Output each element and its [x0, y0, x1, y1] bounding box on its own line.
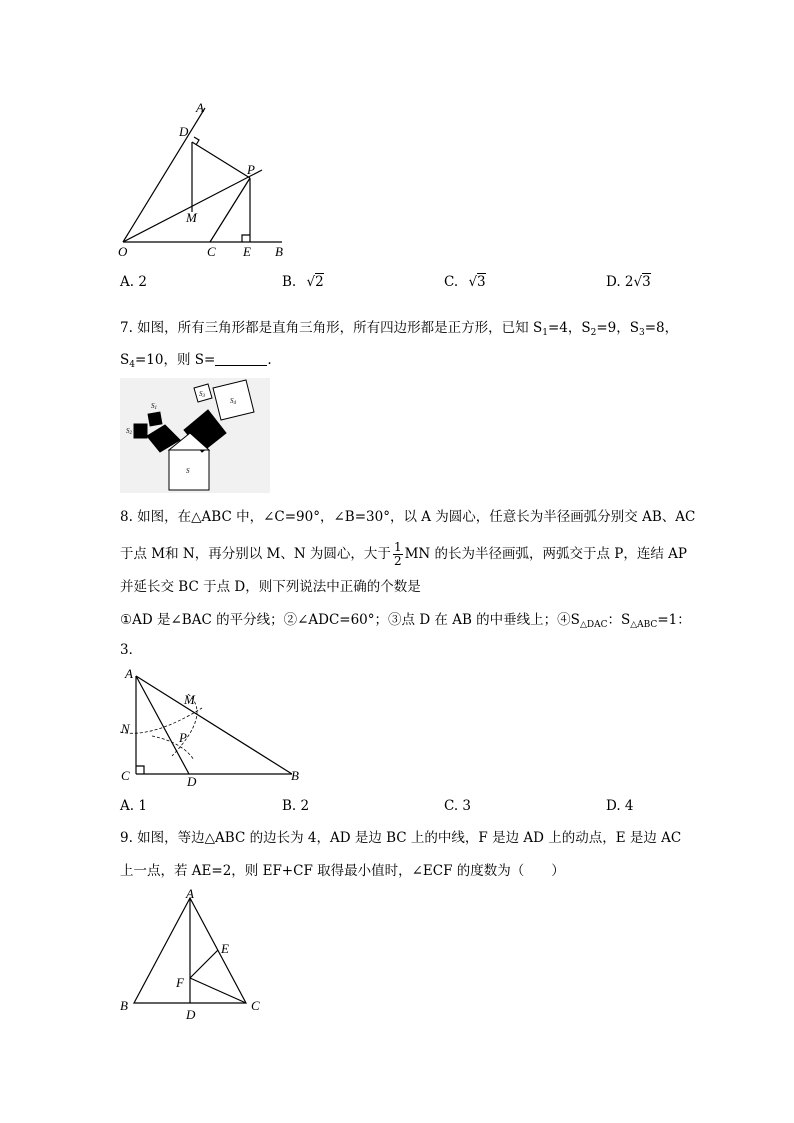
q9-figure	[112, 888, 272, 1023]
q9-label-B: B	[120, 998, 128, 1013]
q6-option-b[interactable]: B. √2	[282, 274, 324, 290]
q6-label-A: A	[196, 100, 204, 115]
q8-label-M: M	[184, 692, 195, 707]
q7-text-line2: $S_4=10$，则 S= .	[120, 352, 272, 370]
q9-label-D: D	[186, 1007, 196, 1022]
q8-label-D: D	[187, 774, 197, 789]
q7-text-line1: 7. 如图，所有三角形都是直角三角形，所有四边形都是正方形，已知 $S_1=4$，$S_2=9$，$S_3=8$，	[120, 320, 679, 338]
q8-label-C: C	[121, 768, 130, 783]
q6-label-M: M	[186, 210, 197, 225]
q8-figure	[112, 664, 312, 792]
q6-label-P: P	[247, 162, 255, 177]
q8-text-line1: 8. 如图，在△ABC 中，∠C=90°，∠B=30°，以 A 为圆心，任意长为半径画弧分别交 AB、AC	[120, 509, 696, 525]
q8-text-line4: ①AD 是∠BAC 的平分线；②∠ADC=60°；③点 D 在 AB 的中垂线上；$④S_{\triangle DAC}$：$S_{\triangle ABC}=1$：	[120, 612, 691, 630]
q6-figure	[110, 96, 310, 266]
q8-option-b[interactable]: B. 2	[282, 798, 310, 814]
q6-label-O: O	[118, 244, 128, 259]
q9-label-C: C	[251, 998, 260, 1013]
fraction-one-half: $\frac{1}{2}$	[393, 540, 402, 568]
q6-option-a[interactable]: A. 2	[120, 274, 147, 290]
q9-label-A: A	[186, 888, 194, 901]
q8-text-line2: 于点 M和 N，再分别以 M、N 为圆心，大于 $\frac{1}{2}$ MN 的长为半径画弧，两弧交于点 P，连结 AP	[120, 540, 688, 568]
q7-label-S2: S2	[126, 427, 132, 436]
sqrt-symbol: √	[306, 274, 316, 290]
q9-label-F: F	[176, 975, 184, 990]
q6-label-C: C	[207, 244, 216, 259]
q6-label-E: E	[243, 244, 251, 259]
q7-figure	[120, 378, 270, 493]
q7-label-S1: S1	[151, 402, 157, 411]
q6-option-d[interactable]: D. 2√3	[606, 274, 651, 290]
answer-blank[interactable]	[215, 352, 267, 366]
q7-label-S: S	[186, 467, 190, 475]
q9-text-line2: 上一点，若 AE=2，则 EF+CF 取得最小值时，∠ECF 的度数为（ ）	[120, 863, 565, 879]
q9-text-line1: 9. 如图，等边△ABC 的边长为 4，AD 是边 BC 上的中线，F 是边 AD 上的动点，E 是边 AC	[120, 830, 682, 846]
q7-label-S4: S4	[230, 397, 236, 406]
q8-label-A: A	[125, 666, 133, 681]
q8-option-d[interactable]: D. 4	[606, 798, 634, 814]
q8-label-N: N	[121, 721, 130, 736]
q8-text-line3: 并延长交 BC 于点 D，则下列说法中正确的个数是	[120, 579, 421, 595]
q6-option-c[interactable]: C. √3	[444, 274, 486, 290]
sqrt-symbol: √	[633, 274, 643, 290]
q8-option-a[interactable]: A. 1	[120, 798, 147, 814]
q8-label-P: P	[179, 730, 187, 745]
q8-label-B: B	[291, 768, 299, 783]
q6-label-B: B	[275, 244, 283, 259]
q9-label-E: E	[221, 941, 229, 956]
sqrt-symbol: √	[468, 274, 478, 290]
q6-label-D: D	[179, 124, 189, 139]
q8-option-c[interactable]: C. 3	[444, 798, 472, 814]
q8-text-line5: 3．	[120, 642, 143, 658]
q7-label-S3: S3	[199, 390, 205, 399]
